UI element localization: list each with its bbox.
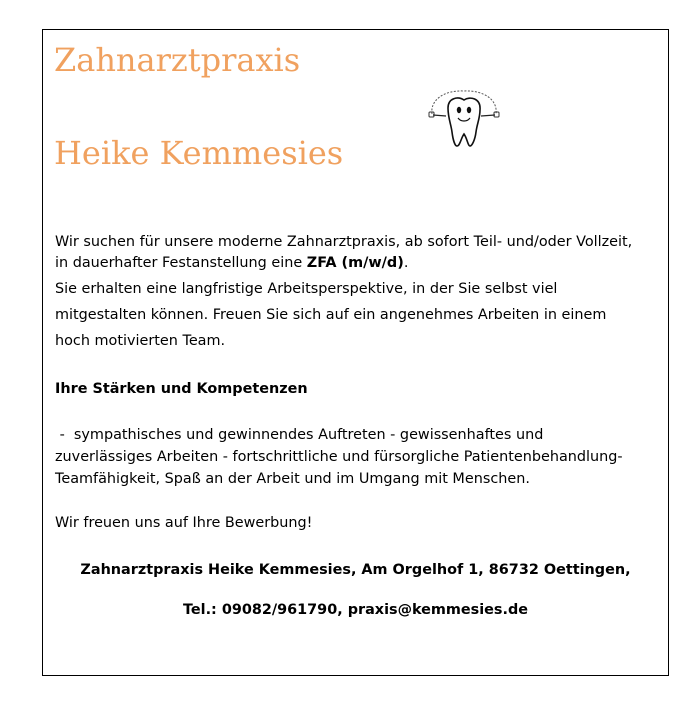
intro-line-5: hoch motivierten Team.	[55, 333, 226, 349]
strengths-line-1: - sympathisches und gewinnendes Auftreten - gewissenhaftes und	[55, 427, 544, 443]
strengths-line-2: zuverlässiges Arbeiten - fortschrittliche und fürsorgliche Patientenbehandlung-	[55, 449, 623, 465]
tooth-jumping-rope-icon	[426, 88, 502, 150]
intro-line-3: Sie erhalten eine langfristige Arbeitsperspektive, in der Sie selbst viel	[55, 281, 558, 297]
section-heading: Ihre Stärken und Kompetenzen	[55, 381, 308, 397]
strengths-list	[55, 424, 623, 490]
position-title: ZFA (m/w/d)	[306, 255, 404, 271]
intro-paragraph	[55, 232, 632, 274]
contact-address: Zahnarztpraxis Heike Kemmesies, Am Orgelhof 1, 86732 Oettingen,	[80, 562, 631, 578]
closing-sentence: Wir freuen uns auf Ihre Bewerbung!	[55, 515, 313, 531]
perspective-paragraph	[55, 276, 606, 354]
intro-line-1: Wir suchen für unsere moderne Zahnarztpraxis, ab sofort Teil- und/oder Vollzeit,	[55, 234, 633, 250]
intro-line-2-prefix: in dauerhafter Festanstellung eine	[55, 255, 307, 271]
strengths-line-3: Teamfähigkeit, Spaß an der Arbeit und im Umgang mit Menschen.	[55, 471, 530, 487]
dentist-name-title: Heike Kemmesies	[54, 134, 344, 172]
intro-line-2	[55, 253, 632, 274]
contact-phone-email: Tel.: 09082/961790, praxis@kemmesies.de	[182, 602, 529, 618]
intro-line-4: mitgestalten können. Freuen Sie sich auf ein angenehmes Arbeiten in einem	[55, 307, 607, 323]
intro-line-2-suffix: .	[403, 255, 409, 271]
practice-title: Zahnarztpraxis	[54, 41, 301, 79]
